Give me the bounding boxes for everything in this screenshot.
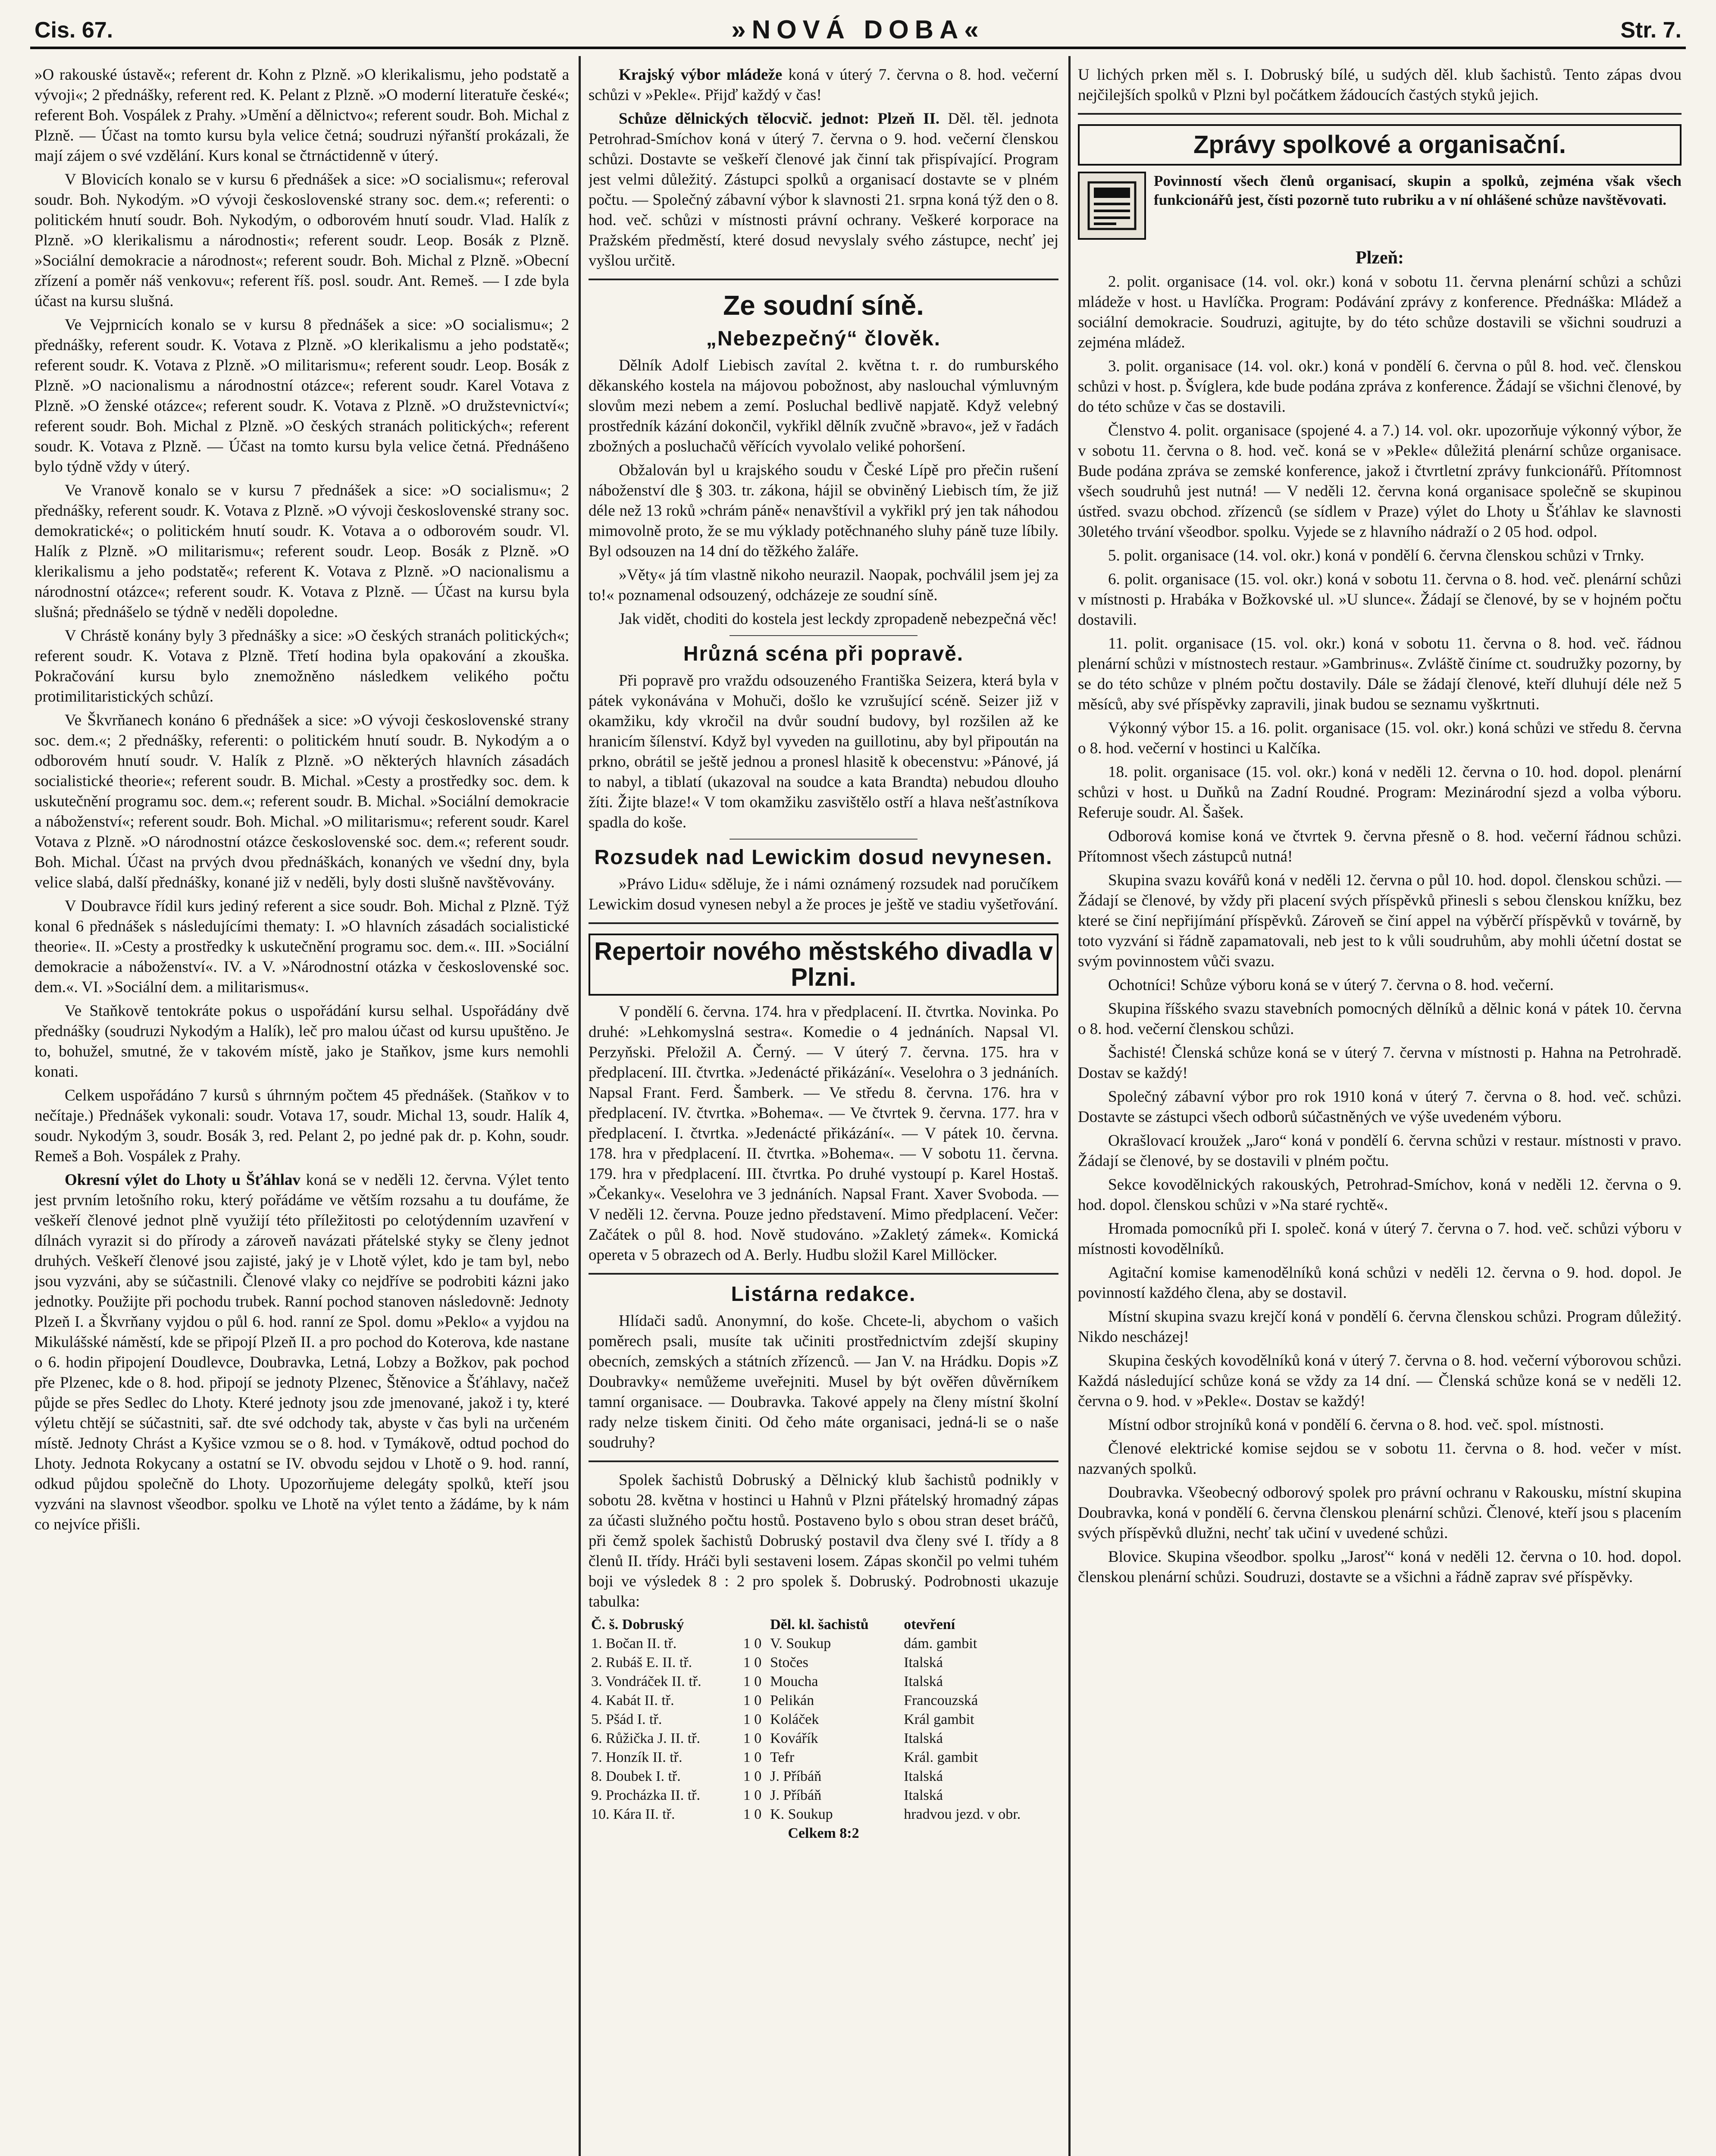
table-cell: Francouzská [904,1692,978,1708]
paragraph: Ve Vejprnicích konalo se v kursu 8 přednášek a sice: »O socialismu«; 2 přednášky, referent soudr. K. Votava z Plzně. »O klerikalismu a jeho podstatě«; referent soudr. K. Votava z Plzně. »O militarismu«; referent soudr. Leop. Bosák z Plzně. »O nacionalismu a národnostní otázce«; referent soudr. Karel Votava z Plzně. »O ženské otázce«; referent soudr. K. Votava z Plzně. »O družstevnictví«; referent soudr. Boh. Michal z Plzně. »O českých stranách politických«; referent soudr. K. Votava z Plzně. — Účast na tomto kursu byla velice četná. Přednášeno bylo týdně vždy v úterý. [34,316,569,476]
youth-title: Krajský výbor mládeže [619,66,783,84]
issue-number: Cis. 67. [34,18,113,43]
table-cell: Moucha [770,1673,818,1689]
org-news-heading: Zprávy spolkové a organisační. [1078,124,1682,166]
org-item: Šachisté! Členská schůze koná se v úterý 7. června v místnosti p. Hahna na Petrohradě. Dostav se každý! [1078,1044,1682,1082]
divider [589,922,1058,924]
org-item: 3. polit. organisace (14. vol. okr.) koná v pondělí 6. června o půl 8. hod. več. členskou schůzi v host. p. Švíglera, kde bude podána zpráva z konference. Žádají se všichni členové, by do této schůze v čas se dostavili. [1078,357,1682,416]
court-subheading: „Nebezpečný“ člověk. [706,327,941,350]
org-item: 6. polit. organisace (15. vol. okr.) koná v sobotu 11. června o 8. hod. več. plenární schůzi v místnosti p. Hrabáka v Božkovské ul. »U slunce«. Žádají se členové, by se v hojném počtu dostavili. [1078,570,1682,629]
divider [1078,113,1682,115]
table-cell: 1. Bočan II. tř. [591,1636,677,1651]
sokol-text: Děl. těl. jednota Petrohrad-Smíchov koná v úterý 7. června o 9. hod. večerní členskou schůzi. Dostavte se veškeří členové jak činní tak přispívající. Program jest velmi důležitý. Zástupci spolků a organisací dostavte se v plném počtu. — Společný zábavní výbor k slavnosti 21. srpna koná týž den o 8. hod. več. schůzi v místnosti právní ochrany. Veškeré korporace na Pražském předměstí, které dosud nevyslaly svého zástupce, nechť jej vyšlou určitě. [589,110,1058,270]
sokol-notice [589,109,1058,271]
paragraph: U lichých prken měl s. I. Dobruský bílé, u sudých děl. klub šachistů. Tento zápas dvou nejčilejších spolků v Plzni byl počátkem žádoucích častých styků jejich. [1078,66,1682,104]
org-item: Hromada pomocníků při I. společ. koná v úterý 7. června o 7. hod. več. schůzi výboru v místnosti kovodělníků. [1078,1220,1682,1258]
table-row [589,1691,1058,1710]
table-cell: 8. Doubek I. tř. [591,1768,681,1784]
newspaper-emblem-icon [1078,172,1146,240]
table-row [589,1729,1058,1748]
org-item: Odborová komise koná ve čtvrtek 9. června přesně o 8. hod. večerní řádnou schůzi. Přítomnost všech zástupců nutná! [1078,827,1682,865]
table-cell: dám. gambit [904,1636,977,1651]
table-cell: J. Příbáň [770,1787,822,1803]
paragraph: Obžalován byl u krajského soudu v České Lípě pro přečin rušení náboženství dle § 303. tr. zákona, hájil se obviněný Liebisch tím, že již déle než 13 roků »chrám páně« nenavštívil a vykřikl prý jen tak náhodou mimovolně proto, že se mu výklady potěchnaného sluhy páně tuze líbily. Byl odsouzen na 14 dní do těžkého žaláře. [589,461,1058,560]
table-row [589,1805,1058,1824]
table-cell: 1 0 [743,1749,762,1765]
org-item: Blovice. Skupina všeodbor. spolku „Jarosť“ koná v neděli 12. června o 10. hod. dopol. členskou plenární schůzi. Soudruzi, dostavte se a všichni a řádně zaprav své příspěvky. [1078,1548,1682,1586]
chess-table [589,1615,1058,1843]
paragraph: V Blovicích konalo se v kursu 6 přednášek a sice: »O socialismu«; referoval soudr. Boh. Nykodým. »O vývoji československé strany soc. dem.«; referenti: o politickém hnutí soudr. Boh. Nykodým, o odborovém hnutí soudr. Vlad. Halík z Plzně. »O klerikalismu a národnosti«; referent soudr. Leop. Bosák z Plzně. »Sociální demokracie a národnost«; referent soudr. Boh. Michal z Plzně. »Obecní zřízení a poměr náš venkovu«; referent říš. posl. soudr. Ant. Remeš. — I zde byla účast na kursu slušná. [34,171,569,310]
table-cell: Koláček [770,1711,819,1727]
org-notice-text: Povinností všech členů organisací, skupin a spolků, zejména však všech funkcionářů jest, čísti pozorně tuto rubriku a v ní ohlášené schůze navštěvovati. [1154,172,1682,208]
table-cell: Italská [904,1655,943,1670]
masthead: »NOVÁ DOBA« [731,15,985,44]
trip-text: koná se v neděli 12. června. Výlet tento jest prvním letošního roku, který pořádáme ve větším rozsahu a tu doufáme, že veškeří členové jednot plně využijí této příležitosti po celotýdenním uzavření v dílnách vyrazit si do přírody a zároveň navázati přátelské styky se členy jednot druhých. Veškeří členové jsou zajisté, jaký je v Lhotě výlet, kdo je tam byl, nebo jsou vyzváni, aby se súčastnili. Členové vlaky co nejdříve se podrobiti kázni jako jednotky. Použijte při pochodu trubek. Ranní pochod stanoven následovně: Jednoty Plzeň I. a Škvrňany vyjdou o půl 6. hod. ranní ze Spol. domu »Peklo« a vyjdou na Mikulášské náměstí, kde se připojí Plzeň II. a pro pochod do Koterova, kde nastane o 6. hodin připojení Doudlevce, Doubravka, Letná, Lobzy a Božkov, pak pochod pře Plzenec, kde o 8. hod. připojí se jednoty Plzenec, Štěnovice a Šťáhlavy, načež půjde se přes Sedlec do Lhoty. Které jednoty jsou zde jmenované, jakož i ty, které výletu chtějí se súčastniti, sař. dte své odchody tak, abyste v čas byli na určeném místě. Jednoty Chrást a Kyšice vzmou se o 8. hod. v Tymákově, odtud pochod do Lhoty. Jednota Rokycany a ostatní se IV. obvodu sejdou v Lhotě o 9. hod. ranní, odkud půjdou společně do Lhoty. Upozorňujeme delegáty spolků, kteří jsou vyzváni na slavnost všeodbor. spolku ve Lhotě na výlet tento a žádáme, by k nám co nejvíce přišli. [34,1171,569,1533]
table-cell: Italská [904,1730,943,1746]
org-item: Agitační komise kamenodělníků koná schůzi v neděli 12. června o 9. hod. dopol. Je povinností každého člena, aby se dostavil. [1078,1264,1682,1302]
org-item: Místní odbor strojníků koná v pondělí 6. června o 8. hod. več. spol. místnosti. [1108,1416,1604,1434]
verdict-heading: Rozsudek nad Lewickim dosud nevynesen. [594,846,1053,869]
org-item: Společný zábavní výbor pro rok 1910 koná v úterý 7. června o 8. hod. več. schůzi. Dostavte se zástupci všech odborů súčastněných ve výše uvedeném výboru. [1078,1088,1682,1126]
paragraph: »Věty« já tím vlastně nikoho neurazil. Naopak, pochválil jsem jej za to!« poznamenal odsouzený, odcházeje ze soudní síně. [589,566,1058,604]
divider [730,635,917,636]
paragraph: »O rakouské ústavě«; referent dr. Kohn z Plzně. »O klerikalismu, jeho podstatě a vývoji«; 2 přednášky, referent red. K. Pelant z Plzně. »O moderní literatuře české«; referent Boh. Vospálek z Prahy. »Umění a dělnictvo«; referent soudr. Boh. Michal z Plzně. — Účast na tomto kursu byla velice četná; soudruzi nýřanští prokázali, že mají zájem o své vzdělání. Kurs konal se čtrnáctidenně v úterý. [34,66,569,165]
sokol-title: Schůze dělnických tělocvič. jednot: Plzeň II. [619,110,940,128]
table-cell: 4. Kabát II. tř. [591,1692,674,1708]
org-item: Ochotníci! Schůze výboru koná se v úterý 7. června o 8. hod. večerní. [1108,976,1554,994]
table-row [589,1710,1058,1729]
table-cell: 1 0 [743,1806,762,1822]
divider [589,1460,1058,1462]
org-item: Místní skupina svazu krejčí koná v pondělí 6. června členskou schůzi. Program důležitý. Nikdo nescházej! [1078,1308,1682,1346]
org-item: 11. polit. organisace (15. vol. okr.) koná v sobotu 11. června o 8. hod. več. řádnou plenární schůzi v místnostech restaur. »Gambrinus«. Zvláště činíme ct. soudružky pozorny, by se do této schůze v plném počtu dostavily. Dále se žádají členové, kteří dluhují déle než 5 měsíců, aby své příspěvky zapravili, jinak budou se seznamu vyškrtnuti. [1078,635,1682,713]
org-item: Skupina českých kovodělníků koná v úterý 7. června o 8. hod. večerní výborovou schůzi. Každá následující schůze koná se vždy za 14 dní. — Členská schůze koná se v neděli 12. června o 9. hod. v »Pekle«. Dostav se každý! [1078,1352,1682,1410]
table-row [589,1634,1058,1653]
youth-text: koná v úterý 7. června o 8. hod. večerní schůzi v »Pekle«. Přijď každý v čas! [589,66,1058,104]
table-cell: Král. gambit [904,1749,978,1765]
table-cell: Tefr [770,1749,795,1765]
table-cell: Italská [904,1673,943,1689]
table-cell: 5. Pšád I. tř. [591,1711,662,1727]
table-header: Děl. kl. šachistů [770,1617,869,1633]
trip-title: Okresní výlet do Lhoty u Šťáhlav [65,1171,301,1189]
org-item: Okrašlovací kroužek „Jaro“ koná v pondělí 6. června schůzi v restaur. místnosti v pravo. Žádají se členové, by se dostavili v plném počtu. [1078,1132,1682,1170]
org-item: Skupina svazu kovářů koná v neděli 12. června o půl 10. hod. dopol. členskou schůzi. — Žádají se členové, by vždy při placení svých příspěvků přinesli s sebou členskou knížku, bez které se činí nepřijímání příspěvků. Zároveň se činí appel na výběrčí příspěvků v továrně, by toto vyzvání si řádně zapamatovali, neb jest to k vůli soudruhům, aby mohli účetní dostat se svým povinnostem vůči svazu. [1078,871,1682,970]
table-header: otevření [904,1617,955,1633]
table-cell: 6. Růžička J. II. tř. [591,1730,701,1746]
table-cell: 1 0 [743,1692,762,1708]
paragraph: Dělník Adolf Liebisch zavítal 2. května t. r. do rumburského děkanského kostela na májovou pobožnost, aby naslouchal výmluvným slovům mezi nebem a zemí. Posluchal bedlivě napjatě. Když velebný prostředník kázání dokončil, vykřikl dělník zvučně »bravo«, jež v řadách zbožných a posluchačů věřících vyvolalo veliké pohoršení. [589,357,1058,455]
paragraph: Ve Škvrňanech konáno 6 přednášek a sice: »O vývoji československé strany soc. dem.«; 2 přednášky, referenti: o politickém hnutí soudr. B. Nykodým a o odborovém hnutí soudr. V. Halík z Plzně. »O některých hlavních zásadách socialistické theorie«; referent soudr. B. Michal. »Cesty a prostředky soc. dem. k uskutečnění programu soc. dem.«; referent soudr. B. Michal. »Sociální demokracie a náboženství«; referent soudr. Boh. Michal. »O militarismu«; referent soudr. Karel Votava z Plzně. »O národnostní otázce československé soc. dem.«; referent soudr. Boh. Michal. Účast na prvých dvou přednáškách, konaných ve všední dny, byla velice slabá, další přednášky, konané již v neděli, byly dosti slušně navštěvovány. [34,711,569,891]
table-cell: 1 0 [743,1673,762,1689]
divider [589,279,1058,280]
table-cell: 1 0 [743,1711,762,1727]
divider [730,839,917,840]
paragraph: »Právo Lidu« sděluje, že i námi oznámený rozsudek nad poručíkem Lewickim dosud vynesen nebyl a že proces je ještě ve stadiu vyšetřování. [589,875,1058,913]
paragraph: V Chrástě konány byly 3 přednášky a sice: »O českých stranách politických«; referent soudr. K. Votava z Plzně. Třetí hodina byla opakování a zkouška. Pokračování kursu bylo znemožněno následkem velikého počtu protimilitaristických schůzí. [34,627,569,705]
org-notice [1078,172,1682,240]
table-cell: Italská [904,1768,943,1784]
paragraph: V Doubravce řídil kurs jediný referent a sice soudr. Boh. Michal z Plzně. Týž konal 6 přednášek s následujícími thematy: I. »O hlavních zásadách socialistické theorie«. II. »Cesty a prostředky k uskutečnění programu soc. dem.«. III. »Sociální demokracie a náboženství«. IV. a V. »Národnostní otázka v československé soc. dem.«. VI. »Sociální dem. a militarismus«. [34,897,569,996]
org-item: Výkonný výbor 15. a 16. polit. organisace (15. vol. okr.) koná schůzi ve středu 8. června o 8. hod. večerní v hostinci u Kalčíka. [1078,719,1682,757]
table-header [737,1615,767,1634]
table-cell: Stočes [770,1655,808,1670]
table-cell: V. Soukup [770,1636,831,1651]
table-cell: 1 0 [743,1787,762,1803]
paragraph: Při popravě pro vraždu odsouzeného Františka Seizera, která byla v pátek vykonávána v Mohuči, došlo ke vzrušující scéně. Seizer již v okamžiku, kdy vkročil na dvůr soudní budovy, byl rozšilen až ke hranicím šílenství. Když byl vyveden na guillotinu, aby byl připoután na prkno, obrátil se ještě jednou a pronesl hlasitě k obecenstvu: »Pánové, já to nabyl, a tiblatí (ukazoval na soudce a kata Brandta) nebudou dlouho žíti. Žijte blaze!« V tom okamžiku zasvištělo ostří a hlava nešťastníkova spadla do koše. [589,672,1058,831]
table-cell: Král gambit [904,1711,974,1727]
org-item: Sekce kovodělnických rakouských, Petrohrad-Smíchov, koná v neděli 12. června o 9. hod. dopol. členskou schůzi v »Na staré rychtě«. [1078,1176,1682,1214]
org-item: Členstvo 4. polit. organisace (spojené 4. a 7.) 14. vol. okr. upozorňuje výkonný výbor, že v sobotu 11. června o 8. hod. več. koná se v »Pekle« důležitá plenární schůze organisace. Bude podána zpráva se zemské konference, jakož i čtvrtletní zprávy funkcionářů. Přítomnost všech soudruhů jest nutná! — V neděli 12. června koná organisace společně se skupinou ústřed. svazu obchod. zřízenců (se sídlem v Praze) výlet do Lhoty u Šťáhlav ke slavnosti 30letého trvání všeodbor. spolku. Vyjede se z hlavního nádraží o 2 05 hod. odpol. [1078,422,1682,541]
trip-notice [34,1170,569,1535]
table-header-row [589,1615,1058,1634]
table-cell: 1 0 [743,1768,762,1784]
table-cell: Pelikán [770,1692,814,1708]
table-cell: Kovářík [770,1730,818,1746]
column-right [1078,65,1682,2156]
org-item: 5. polit. organisace (14. vol. okr.) koná v pondělí 6. června členskou schůzi v Trnky. [1108,547,1644,564]
org-item: Skupina říšského svazu stavebních pomocných dělníků a dělnic koná v pátek 10. června o 8. hod. večerní členskou schůzi. [1078,1000,1682,1038]
page-number: Str. 7. [1620,18,1682,43]
table-cell: Italská [904,1787,943,1803]
table-cell: 2. Rubáš E. II. tř. [591,1655,692,1670]
table-cell: 1 0 [743,1730,762,1746]
table-row [589,1767,1058,1786]
divider [589,1273,1058,1275]
table-cell: 9. Procházka II. tř. [591,1787,701,1803]
table-row [589,1672,1058,1691]
table-header: Č. š. Dobruský [591,1617,684,1633]
table-cell: 10. Kára II. tř. [591,1806,675,1822]
table-cell: 3. Vondráček II. tř. [591,1673,701,1689]
paragraph: V pondělí 6. června. 174. hra v předplacení. II. čtvrtka. Novinka. Po druhé: »Lehkomyslná sestra«. Komedie o 4 jednáních. Napsal Vl. Perzyňski. Přeložil A. Černý. — V úterý 7. června. 175. hra v předplacení. III. čtvrtka. »Jedenácté přikázání«. Veselohra o 3 jednáních. Napsal Frant. Ferd. Šamberk. — Ve středu 8. června. 176. hra v předplacení. IV. čtvrtka. »Bohema«. — Ve čtvrtek 9. června. 177. hra v předplacení. I. čtvrtka. »Jedenácté přikázání«. — V pátek 10. června. 178. hra v předplacení. II. čtvrtka. »Bohema«. — V sobotu 11. června. 179. hra v předplacení. III. čtvrtka. Po druhé vystoupí p. Karel Hostaš. »Čekanky«. Veselohra ve 3 jednáních. Napsal Frant. Xaver Svoboda. — V neděli 12. června. Pouze jedno představení. Mimo předplacení. Večer: Začátek o půl 8. hod. Nově studováno. »Zakletý zámek«. Komická opereta v 5 obrazech od A. Berly. Hudbu složil Karel Millöcker. [589,1003,1058,1264]
table-cell: 1 0 [743,1655,762,1670]
page-header [30,12,1686,49]
paragraph: Spolek šachistů Dobruský a Dělnický klub šachistů podnikly v sobotu 28. května v hostinci u Hahnů v Plzni přátelský hromadný zápas za účasti služného počtu hostů. Postaveno bylo s obou stran deset bráčů, při čemž spolek šachistů Dobruský postavil dva členy své I. třídy a 8 členů II. třídy. Hráči byli sestaveni losem. Zápas skončil po velmi tuhém boji ve výsledek 8 : 2 pro spolek š. Dobruský. Podrobnosti ukazuje tabulka: [589,1471,1058,1611]
execution-heading: Hrůzná scéna při popravě. [683,642,964,665]
org-item: Členové elektrické komise sejdou se v sobotu 11. června o 8. hod. večer v míst. nazvaných spolků. [1078,1440,1682,1478]
youth-notice [589,65,1058,105]
repertoire-heading: Repertoir nového městského divadla v Plzni. [589,934,1058,996]
table-cell: K. Soukup [770,1806,833,1822]
org-item: 18. polit. organisace (15. vol. okr.) koná v neděli 12. června o 10. hod. dopol. plenární schůzi v host. u Duňků na Zadní Roudné. Program: Mezinárodní sjezd a volba výboru. Referuje soudr. Al. Šašek. [1078,763,1682,821]
column-middle [589,65,1058,2156]
column-rule [1068,56,1071,2156]
table-cell: hradvou jezd. v obr. [904,1806,1021,1822]
org-item: Doubravka. Všeobecný odborový spolek pro právní ochranu v Rakousku, místní skupina Doubravka, koná v pondělí 6. června členskou plenární schůzi. Členové, kteří jsou s placením svých příspěvků dlužni, nechť tak učiní v uvedené schůzi. [1078,1484,1682,1542]
column-rule [579,56,581,2156]
emblem-graphic [1086,180,1138,232]
table-row [589,1748,1058,1767]
table-cell: 7. Honzík II. tř. [591,1749,683,1765]
paragraph: Celkem uspořádáno 7 kursů s úhrnným počtem 45 přednášek. (Staňkov v to nečítaje.) Přednášek vykonali: soudr. Votava 17, soudr. Michal 13, soudr. Halík 4, soudr. Nykodým 3, soudr. Bosák 3, red. Pelant 2, po jedné pak dr. p. Kohn, soudr. Remeš a Boh. Vospálek z Prahy. [34,1087,569,1165]
paragraph: Hlídači sadů. Anonymní, do koše. Chcete-li, abychom o vašich poměrech psali, musíte tak učiniti prostřednictvím zdejší skupiny obecních, zemských a státních zřízenců. — Jan V. na Hrádku. Dopis »Z Doubravky« nemůžeme uveřejniti. Musel by být ověřen důvěrníkem tamní organisace. — Doubravka. Takové appely na členy místní školní rady nelze tiskem činiti. Od čeho máte organisaci, jedná-li se o naše soudruhy? [589,1312,1058,1451]
column-left [34,65,569,2156]
table-cell: 1 0 [743,1636,762,1651]
city-heading: Plzeň: [1356,248,1404,268]
paragraph: Jak vidět, choditi do kostela jest leckdy zpropadeně nebezpečná věc! [619,610,1058,628]
table-row [589,1786,1058,1805]
letters-heading: Listárna redakce. [731,1283,916,1306]
table-row [589,1653,1058,1672]
chess-total: Celkem 8:2 [788,1825,859,1841]
table-cell: J. Příbáň [770,1768,822,1784]
court-heading: Ze soudní síně. [723,290,924,321]
paragraph: Ve Vranově konalo se v kursu 7 přednášek a sice: »O socialismu«; 2 přednášky, referent soudr. K. Votava z Plzně. »O vývoji československé strany soc. demokratické«; o politickém hnutí soudr. K. Votava a o odborovém soudr. Vl. Halík z Plzně. »O militarismu«; referent soudr. Leop. Bosák z Plzně. »O klerikalismu a jeho podstatě«; referent K. Votava z Plzně. »O nacionalismu a národnostní otázce«; referent soudr. K. Votava z Plzně. — Účast na kursu byla slušná; přednášelo se týdně v neděli dopoledne. [34,482,569,621]
table-total-row [589,1824,1058,1843]
org-item: 2. polit. organisace (14. vol. okr.) koná v sobotu 11. června plenární schůzi a schůzi mládeže v host. u Havlíčka. Program: Podávání zprávy z konference. Přednáška: Mládež a sociální demokracie. Soudruzi, agitujte, by do této schůze dostavili se všichni soudruzi a zejména mládež. [1078,273,1682,351]
paragraph: Ve Staňkově tentokráte pokus o uspořádání kursu selhal. Uspořádány dvě přednášky (soudruzi Nykodým a Halík), leč pro malou účast od kursu upuštěno. Je to, bohužel, smutné, že v takovém místě, jako je Staňkov, jsme kurs nemohli konati. [34,1002,569,1081]
